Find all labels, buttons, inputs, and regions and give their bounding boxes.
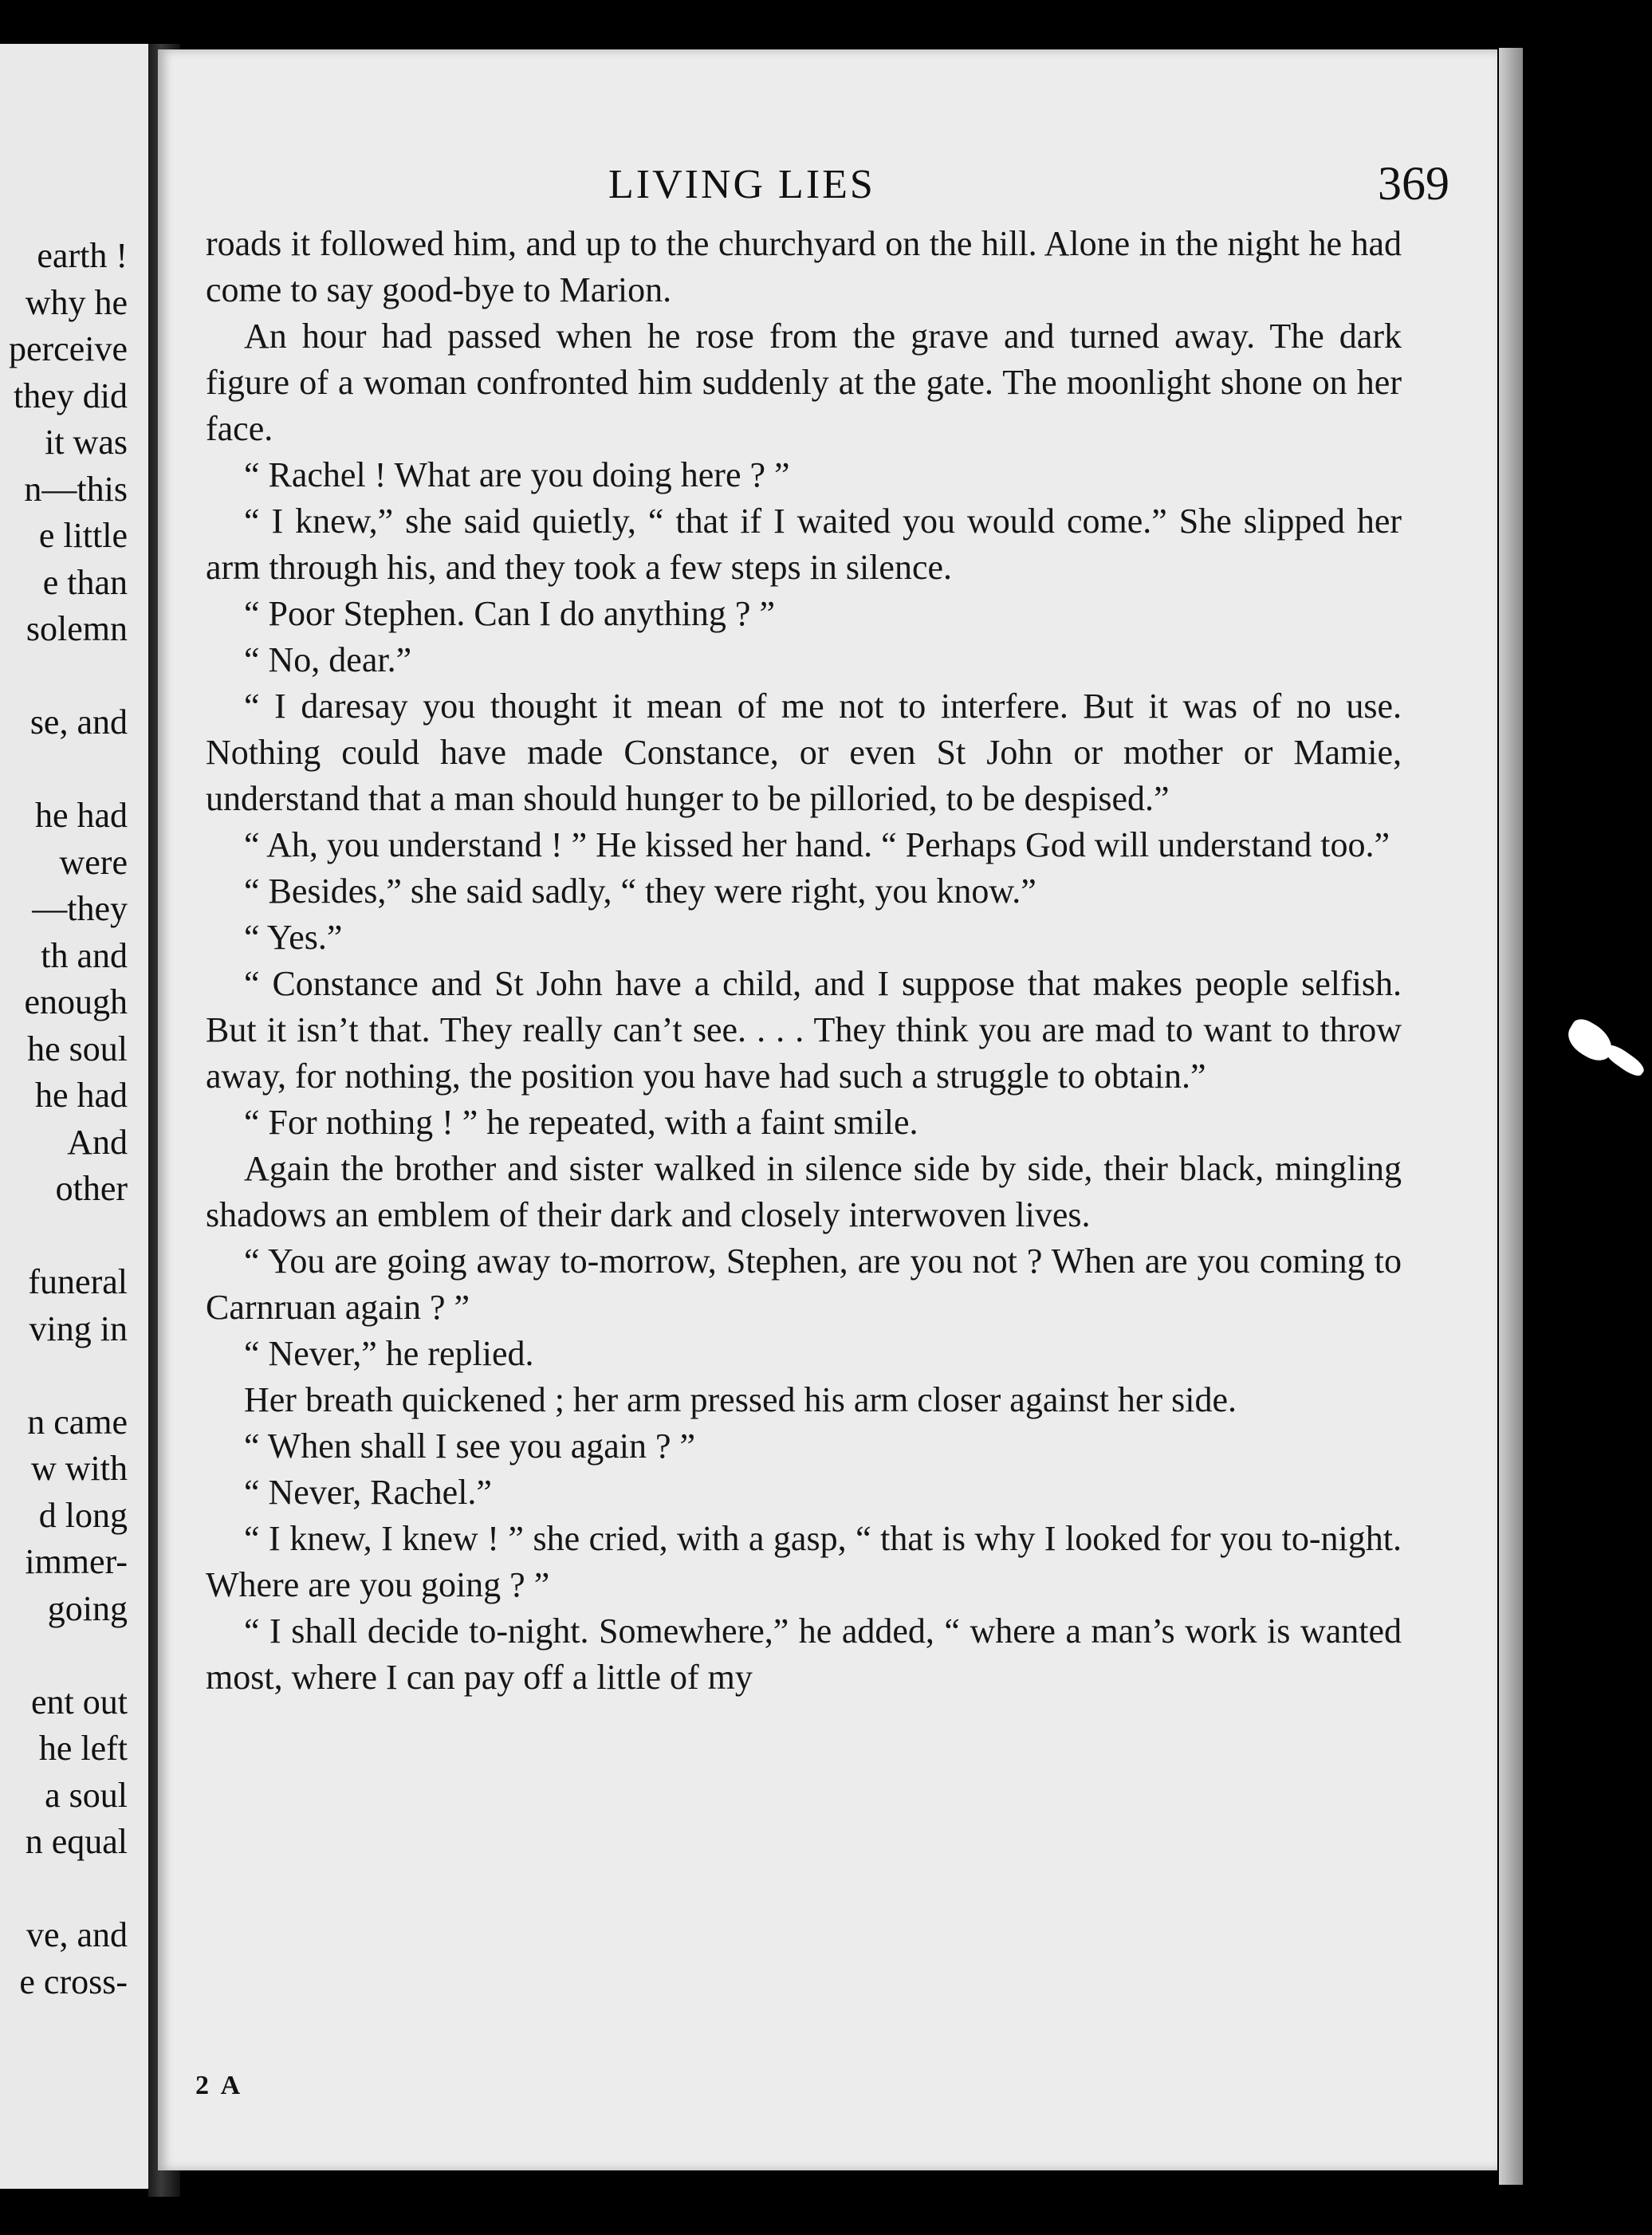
page-edge bbox=[1499, 48, 1523, 2185]
facing-page-line: —they bbox=[32, 889, 128, 928]
facing-page-line: n—this bbox=[24, 469, 128, 509]
page-header bbox=[158, 157, 1497, 225]
facing-page-line: e than bbox=[42, 562, 128, 602]
paper-tear-mark bbox=[1602, 1041, 1647, 1080]
facing-page-line: he had bbox=[34, 796, 128, 835]
paragraph: “ Yes.” bbox=[244, 918, 343, 957]
paragraph: “ You are going away to-morrow, Stephen, are you not ? When are you coming to Carnruan again ? ” bbox=[206, 1241, 1402, 1327]
facing-page-line: w with bbox=[31, 1449, 128, 1488]
facing-page-line: ving in bbox=[29, 1308, 128, 1348]
facing-page-line: e cross- bbox=[19, 1962, 128, 2001]
paragraph: “ When shall I see you again ? ” bbox=[244, 1426, 696, 1466]
facing-page-line: he soul bbox=[27, 1029, 128, 1068]
paragraph: “ I knew, I knew ! ” she cried, with a gasp, “ that is why I looked for you to-night. Where are you going ? ” bbox=[206, 1519, 1402, 1604]
paragraph: “ I knew,” she said quietly, “ that if I waited you would come.” She slipped her arm through his, and they took a few steps in silence. bbox=[206, 502, 1402, 587]
paragraph: “ For nothing ! ” he repeated, with a faint smile. bbox=[244, 1103, 918, 1142]
facing-page-line: se, and bbox=[30, 702, 128, 742]
facing-page-line: why he bbox=[25, 282, 128, 322]
facing-page-line: were bbox=[59, 842, 128, 882]
facing-page-line: he left bbox=[38, 1729, 128, 1768]
facing-page-line: n equal bbox=[25, 1822, 128, 1861]
facing-page-line: th and bbox=[41, 935, 128, 975]
paragraph: “ Constance and St John have a child, and I suppose that makes people selfish. But it isn’t that. They really can’t see. . . . They think you are mad to want to throw away, for nothing, the position you have had such a struggle to obtain.” bbox=[206, 964, 1402, 1096]
paragraph: “ Never,” he replied. bbox=[244, 1334, 534, 1373]
facing-page-line: going bbox=[47, 1588, 128, 1628]
paragraph: An hour had passed when he rose from the grave and turned away. The dark figure of a woman confronted him suddenly at the gate. The moonlight shone on her face. bbox=[206, 317, 1402, 448]
facing-page-line: funeral bbox=[28, 1262, 128, 1301]
paragraph: “ I daresay you thought it mean of me not to interfere. But it was of no use. Nothing could have made Constance, or even St John or mother or Mamie, understand that a man should hunger to be pilloried, to be despised.” bbox=[206, 687, 1402, 818]
paragraph: Her breath quickened ; her arm pressed his arm closer against her side. bbox=[244, 1380, 1237, 1419]
paragraph: “ Never, Rachel.” bbox=[244, 1473, 492, 1512]
facing-page-line: e little bbox=[38, 516, 128, 555]
facing-page-line: ve, and bbox=[26, 1915, 128, 1954]
facing-page-line: perceive bbox=[9, 329, 128, 368]
facing-page-line: they did bbox=[14, 376, 128, 415]
facing-page-line: n came bbox=[27, 1402, 128, 1442]
facing-page-line: earth ! bbox=[37, 236, 128, 275]
paragraph: “ Ah, you understand ! ” He kissed her hand. “ Perhaps God will understand too.” bbox=[244, 825, 1390, 864]
facing-page-line: solemn bbox=[26, 609, 128, 648]
paragraph: Again the brother and sister walked in silence side by side, their black, mingling shadows an emblem of their dark and closely interwoven lives. bbox=[206, 1149, 1402, 1234]
paragraph: “ Poor Stephen. Can I do anything ? ” bbox=[244, 594, 775, 633]
paragraph: “ Rachel ! What are you doing here ? ” bbox=[244, 455, 790, 494]
facing-page bbox=[0, 44, 151, 2189]
paragraph: “ I shall decide to-night. Somewhere,” he added, “ where a man’s work is wanted most, where I can pay off a little of my bbox=[206, 1611, 1402, 1697]
facing-page-line: he had bbox=[34, 1076, 128, 1115]
facing-page-line: it was bbox=[45, 423, 128, 462]
paragraph: “ No, dear.” bbox=[244, 640, 412, 679]
facing-page-line: immer- bbox=[25, 1542, 128, 1581]
signature-mark: 2 A bbox=[195, 2071, 244, 2100]
body-text bbox=[206, 221, 1402, 1701]
facing-page-line: And bbox=[67, 1122, 128, 1162]
facing-page-line: a soul bbox=[45, 1775, 128, 1815]
paragraph: “ Besides,” she said sadly, “ they were right, you know.” bbox=[244, 872, 1036, 911]
facing-page-line: ent out bbox=[31, 1682, 128, 1722]
facing-page-line: other bbox=[55, 1169, 128, 1208]
book-page bbox=[158, 49, 1497, 2170]
running-title: LIVING LIES bbox=[608, 162, 875, 207]
paragraph: roads it followed him, and up to the churchyard on the hill. Alone in the night he had come to say good-bye to Marion. bbox=[206, 224, 1402, 309]
facing-page-line: d long bbox=[38, 1495, 128, 1535]
facing-page-line: enough bbox=[24, 982, 128, 1021]
page-number: 369 bbox=[1378, 157, 1449, 210]
